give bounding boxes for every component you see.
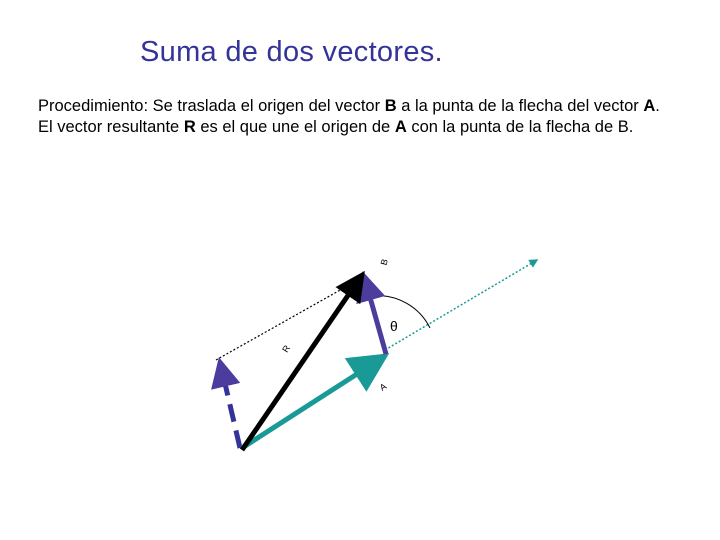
label-theta: θ [390,318,398,334]
vector-r-arrow [242,275,362,450]
procedure-bold-a: A [643,97,656,115]
dotted-extension-a [385,260,537,350]
procedure-bold-a-2: A [394,118,407,136]
procedure-part-2: a la punta de la flecha del vector [396,97,644,115]
label-vector-a: A [377,381,389,393]
procedure-part-5: con la punta de la flecha de B. [406,118,634,136]
angle-arc [372,296,430,328]
vector-b-arrow [364,276,386,354]
dashed-vector-b-copy [220,362,240,448]
label-vector-r: R [280,343,293,355]
procedure-bold-r: R [183,118,196,136]
vector-a-arrow [242,356,385,448]
label-vector-b: B [378,257,390,267]
slide-title: Suma de dos vectores. [140,36,443,68]
procedure-part-3: . El vector resultante [38,97,660,136]
procedure-part-4: es el que une el origen de [195,118,395,136]
procedure-part-1: Procedimiento: Se traslada el origen del vector [38,97,385,115]
procedure-bold-b: B [384,97,397,115]
